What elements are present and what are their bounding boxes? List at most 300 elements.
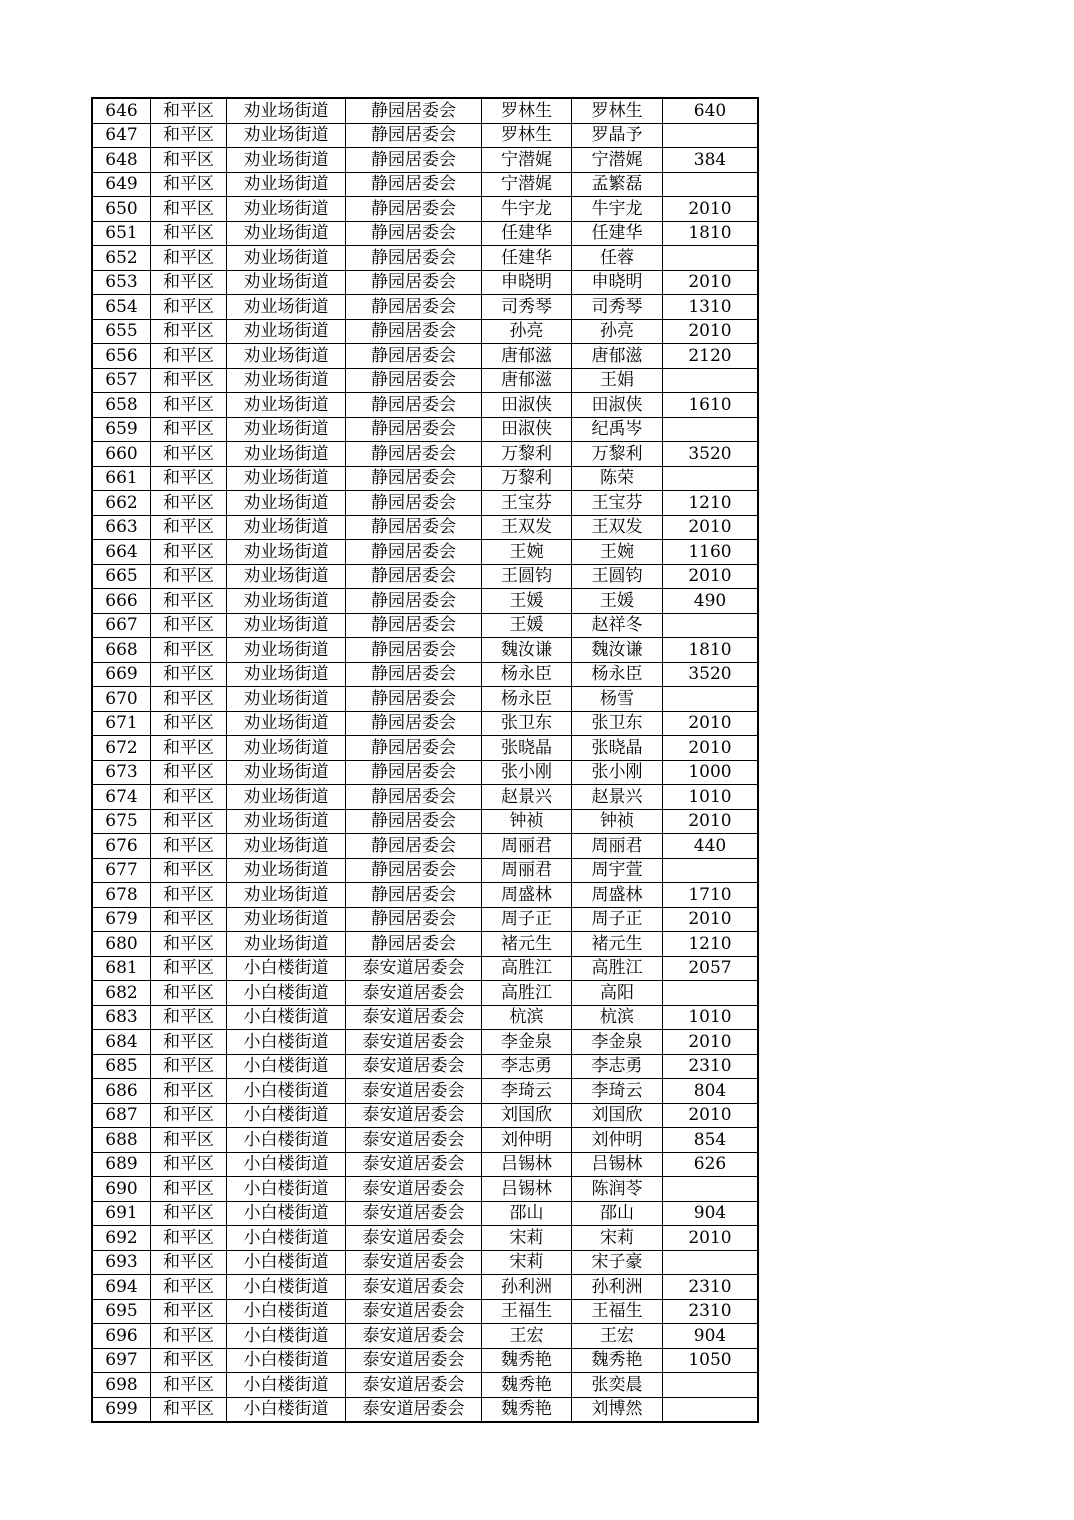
member-name-cell: 刘仲明 [572,1128,663,1153]
household-head-cell: 李琦云 [482,1079,572,1104]
committee-cell: 静园居委会 [346,883,482,908]
member-name-cell: 魏汝谦 [572,638,663,663]
district-cell: 和平区 [151,1348,227,1373]
member-name-cell: 王娟 [572,368,663,393]
table-row [92,368,758,393]
row-number-cell: 676 [92,834,151,859]
amount-cell: 2057 [663,956,759,981]
household-head-cell: 魏汝谦 [482,638,572,663]
row-number-cell: 666 [92,589,151,614]
committee-cell: 静园居委会 [346,221,482,246]
data-table [91,97,759,1423]
member-name-cell: 李琦云 [572,1079,663,1104]
table-row [92,148,758,173]
committee-cell: 静园居委会 [346,319,482,344]
district-cell: 和平区 [151,932,227,957]
household-head-cell: 唐郁滋 [482,368,572,393]
district-cell: 和平区 [151,123,227,148]
amount-cell: 440 [663,834,759,859]
member-name-cell: 张卫东 [572,711,663,736]
amount-cell: 2010 [663,809,759,834]
street-cell: 劝业场街道 [227,344,346,369]
committee-cell: 泰安道居委会 [346,1054,482,1079]
amount-cell [663,368,759,393]
district-cell: 和平区 [151,564,227,589]
committee-cell: 静园居委会 [346,491,482,516]
committee-cell: 静园居委会 [346,246,482,271]
table-row [92,1103,758,1128]
amount-cell: 1210 [663,491,759,516]
street-cell: 劝业场街道 [227,319,346,344]
household-head-cell: 吕锡林 [482,1177,572,1202]
district-cell: 和平区 [151,197,227,222]
member-name-cell: 吕锡林 [572,1152,663,1177]
amount-cell [663,687,759,712]
amount-cell: 2010 [663,907,759,932]
member-name-cell: 周盛林 [572,883,663,908]
street-cell: 劝业场街道 [227,270,346,295]
amount-cell: 854 [663,1128,759,1153]
street-cell: 小白楼街道 [227,1275,346,1300]
district-cell: 和平区 [151,1397,227,1422]
amount-cell [663,1373,759,1398]
street-cell: 劝业场街道 [227,442,346,467]
member-name-cell: 申晓明 [572,270,663,295]
district-cell: 和平区 [151,466,227,491]
table-row [92,785,758,810]
household-head-cell: 王福生 [482,1299,572,1324]
table-row [92,687,758,712]
committee-cell: 泰安道居委会 [346,1324,482,1349]
household-head-cell: 宋莉 [482,1250,572,1275]
household-head-cell: 田淑侠 [482,393,572,418]
committee-cell: 静园居委会 [346,466,482,491]
street-cell: 小白楼街道 [227,956,346,981]
table-row [92,834,758,859]
row-number-cell: 658 [92,393,151,418]
amount-cell: 1010 [663,785,759,810]
committee-cell: 静园居委会 [346,172,482,197]
district-cell: 和平区 [151,221,227,246]
row-number-cell: 683 [92,1005,151,1030]
district-cell: 和平区 [151,858,227,883]
table-row [92,1250,758,1275]
table-row [92,564,758,589]
row-number-cell: 649 [92,172,151,197]
district-cell: 和平区 [151,638,227,663]
row-number-cell: 680 [92,932,151,957]
street-cell: 劝业场街道 [227,932,346,957]
table-row [92,1177,758,1202]
amount-cell: 1210 [663,932,759,957]
street-cell: 小白楼街道 [227,1103,346,1128]
district-cell: 和平区 [151,1299,227,1324]
household-head-cell: 周丽君 [482,834,572,859]
row-number-cell: 647 [92,123,151,148]
street-cell: 小白楼街道 [227,981,346,1006]
household-head-cell: 王宏 [482,1324,572,1349]
household-head-cell: 高胜江 [482,981,572,1006]
amount-cell: 640 [663,98,759,123]
district-cell: 和平区 [151,760,227,785]
street-cell: 小白楼街道 [227,1299,346,1324]
committee-cell: 静园居委会 [346,442,482,467]
amount-cell: 2310 [663,1054,759,1079]
household-head-cell: 张卫东 [482,711,572,736]
amount-cell: 2010 [663,1103,759,1128]
district-cell: 和平区 [151,295,227,320]
row-number-cell: 650 [92,197,151,222]
row-number-cell: 659 [92,417,151,442]
district-cell: 和平区 [151,442,227,467]
committee-cell: 静园居委会 [346,344,482,369]
table-row [92,956,758,981]
street-cell: 劝业场街道 [227,393,346,418]
member-name-cell: 杨永臣 [572,662,663,687]
member-name-cell: 李金泉 [572,1030,663,1055]
committee-cell: 泰安道居委会 [346,1128,482,1153]
household-head-cell: 张小刚 [482,760,572,785]
district-cell: 和平区 [151,809,227,834]
street-cell: 劝业场街道 [227,466,346,491]
row-number-cell: 674 [92,785,151,810]
member-name-cell: 张奕晨 [572,1373,663,1398]
member-name-cell: 王媛 [572,589,663,614]
member-name-cell: 王婉 [572,540,663,565]
amount-cell: 1710 [663,883,759,908]
amount-cell: 2010 [663,270,759,295]
street-cell: 小白楼街道 [227,1226,346,1251]
member-name-cell: 褚元生 [572,932,663,957]
table-row [92,1275,758,1300]
committee-cell: 静园居委会 [346,662,482,687]
street-cell: 小白楼街道 [227,1348,346,1373]
row-number-cell: 679 [92,907,151,932]
member-name-cell: 周子正 [572,907,663,932]
district-cell: 和平区 [151,270,227,295]
committee-cell: 静园居委会 [346,368,482,393]
row-number-cell: 682 [92,981,151,1006]
household-head-cell: 万黎利 [482,466,572,491]
row-number-cell: 686 [92,1079,151,1104]
district-cell: 和平区 [151,1030,227,1055]
row-number-cell: 669 [92,662,151,687]
member-name-cell: 任蓉 [572,246,663,271]
household-head-cell: 罗林生 [482,98,572,123]
amount-cell: 2010 [663,319,759,344]
committee-cell: 静园居委会 [346,148,482,173]
district-cell: 和平区 [151,687,227,712]
district-cell: 和平区 [151,662,227,687]
table-row [92,1005,758,1030]
household-head-cell: 唐郁滋 [482,344,572,369]
row-number-cell: 694 [92,1275,151,1300]
member-name-cell: 杨雪 [572,687,663,712]
row-number-cell: 690 [92,1177,151,1202]
amount-cell: 3520 [663,662,759,687]
household-head-cell: 任建华 [482,246,572,271]
member-name-cell: 孟繁磊 [572,172,663,197]
household-head-cell: 杨永臣 [482,662,572,687]
row-number-cell: 695 [92,1299,151,1324]
street-cell: 劝业场街道 [227,172,346,197]
amount-cell [663,1177,759,1202]
street-cell: 劝业场街道 [227,98,346,123]
row-number-cell: 646 [92,98,151,123]
row-number-cell: 673 [92,760,151,785]
row-number-cell: 672 [92,736,151,761]
member-name-cell: 王圆钧 [572,564,663,589]
household-head-cell: 张晓晶 [482,736,572,761]
amount-cell [663,1250,759,1275]
household-head-cell: 王双发 [482,515,572,540]
row-number-cell: 697 [92,1348,151,1373]
amount-cell: 626 [663,1152,759,1177]
street-cell: 小白楼街道 [227,1128,346,1153]
member-name-cell: 杭滨 [572,1005,663,1030]
committee-cell: 泰安道居委会 [346,1103,482,1128]
table-row [92,515,758,540]
district-cell: 和平区 [151,393,227,418]
member-name-cell: 张晓晶 [572,736,663,761]
district-cell: 和平区 [151,589,227,614]
household-head-cell: 魏秀艳 [482,1373,572,1398]
committee-cell: 静园居委会 [346,834,482,859]
household-head-cell: 刘国欣 [482,1103,572,1128]
row-number-cell: 668 [92,638,151,663]
committee-cell: 静园居委会 [346,540,482,565]
table-row [92,393,758,418]
committee-cell: 静园居委会 [346,98,482,123]
amount-cell: 2010 [663,197,759,222]
street-cell: 劝业场街道 [227,785,346,810]
committee-cell: 静园居委会 [346,270,482,295]
household-head-cell: 褚元生 [482,932,572,957]
committee-cell: 静园居委会 [346,564,482,589]
street-cell: 劝业场街道 [227,417,346,442]
row-number-cell: 687 [92,1103,151,1128]
street-cell: 劝业场街道 [227,221,346,246]
table-row [92,98,758,123]
member-name-cell: 魏秀艳 [572,1348,663,1373]
member-name-cell: 罗林生 [572,98,663,123]
district-cell: 和平区 [151,1079,227,1104]
table-row [92,1128,758,1153]
street-cell: 小白楼街道 [227,1005,346,1030]
street-cell: 劝业场街道 [227,613,346,638]
row-number-cell: 677 [92,858,151,883]
row-number-cell: 693 [92,1250,151,1275]
committee-cell: 泰安道居委会 [346,1397,482,1422]
member-name-cell: 赵祥冬 [572,613,663,638]
district-cell: 和平区 [151,613,227,638]
table-row [92,1348,758,1373]
member-name-cell: 宋莉 [572,1226,663,1251]
table-row [92,221,758,246]
amount-cell [663,172,759,197]
amount-cell: 384 [663,148,759,173]
district-cell: 和平区 [151,981,227,1006]
row-number-cell: 678 [92,883,151,908]
amount-cell: 2010 [663,515,759,540]
row-number-cell: 685 [92,1054,151,1079]
committee-cell: 静园居委会 [346,809,482,834]
committee-cell: 泰安道居委会 [346,1250,482,1275]
amount-cell: 804 [663,1079,759,1104]
table-row [92,736,758,761]
table-row [92,1054,758,1079]
row-number-cell: 654 [92,295,151,320]
committee-cell: 静园居委会 [346,858,482,883]
row-number-cell: 665 [92,564,151,589]
district-cell: 和平区 [151,1201,227,1226]
street-cell: 劝业场街道 [227,736,346,761]
member-name-cell: 刘博然 [572,1397,663,1422]
district-cell: 和平区 [151,785,227,810]
member-name-cell: 纪禹岑 [572,417,663,442]
row-number-cell: 653 [92,270,151,295]
household-head-cell: 李志勇 [482,1054,572,1079]
household-head-cell: 司秀琴 [482,295,572,320]
street-cell: 劝业场街道 [227,515,346,540]
street-cell: 小白楼街道 [227,1324,346,1349]
table-row [92,442,758,467]
table-row [92,1373,758,1398]
row-number-cell: 663 [92,515,151,540]
row-number-cell: 681 [92,956,151,981]
amount-cell [663,858,759,883]
table-row [92,1152,758,1177]
table-row [92,295,758,320]
committee-cell: 静园居委会 [346,515,482,540]
street-cell: 劝业场街道 [227,907,346,932]
committee-cell: 泰安道居委会 [346,1152,482,1177]
street-cell: 劝业场街道 [227,834,346,859]
street-cell: 小白楼街道 [227,1397,346,1422]
member-name-cell: 罗晶予 [572,123,663,148]
committee-cell: 静园居委会 [346,393,482,418]
row-number-cell: 684 [92,1030,151,1055]
amount-cell: 2010 [663,1226,759,1251]
household-head-cell: 田淑侠 [482,417,572,442]
row-number-cell: 670 [92,687,151,712]
member-name-cell: 孙亮 [572,319,663,344]
row-number-cell: 688 [92,1128,151,1153]
member-name-cell: 宁潜娓 [572,148,663,173]
table-row [92,883,758,908]
household-head-cell: 孙亮 [482,319,572,344]
district-cell: 和平区 [151,1005,227,1030]
street-cell: 劝业场街道 [227,246,346,271]
amount-cell: 904 [663,1324,759,1349]
household-head-cell: 赵景兴 [482,785,572,810]
table-row [92,1226,758,1251]
table-row [92,809,758,834]
row-number-cell: 662 [92,491,151,516]
household-head-cell: 王媛 [482,589,572,614]
amount-cell [663,613,759,638]
table-row [92,760,758,785]
district-cell: 和平区 [151,883,227,908]
table-row [92,172,758,197]
street-cell: 小白楼街道 [227,1250,346,1275]
amount-cell: 2010 [663,1030,759,1055]
table-row [92,932,758,957]
table-row [92,1397,758,1422]
district-cell: 和平区 [151,1128,227,1153]
table-row [92,711,758,736]
district-cell: 和平区 [151,834,227,859]
committee-cell: 静园居委会 [346,760,482,785]
table-row [92,613,758,638]
row-number-cell: 648 [92,148,151,173]
committee-cell: 静园居委会 [346,687,482,712]
table-row [92,270,758,295]
committee-cell: 静园居委会 [346,123,482,148]
street-cell: 劝业场街道 [227,295,346,320]
household-head-cell: 万黎利 [482,442,572,467]
member-name-cell: 周丽君 [572,834,663,859]
household-head-cell: 牛宇龙 [482,197,572,222]
row-number-cell: 651 [92,221,151,246]
household-head-cell: 吕锡林 [482,1152,572,1177]
district-cell: 和平区 [151,956,227,981]
amount-cell: 1610 [663,393,759,418]
committee-cell: 泰安道居委会 [346,1177,482,1202]
district-cell: 和平区 [151,368,227,393]
street-cell: 劝业场街道 [227,711,346,736]
household-head-cell: 钟祯 [482,809,572,834]
street-cell: 劝业场街道 [227,589,346,614]
member-name-cell: 王宝芬 [572,491,663,516]
household-head-cell: 高胜江 [482,956,572,981]
committee-cell: 静园居委会 [346,736,482,761]
committee-cell: 静园居委会 [346,197,482,222]
amount-cell: 2010 [663,736,759,761]
district-cell: 和平区 [151,1275,227,1300]
amount-cell [663,246,759,271]
household-head-cell: 宋莉 [482,1226,572,1251]
member-name-cell: 牛宇龙 [572,197,663,222]
row-number-cell: 667 [92,613,151,638]
committee-cell: 泰安道居委会 [346,1299,482,1324]
table-row [92,589,758,614]
committee-cell: 静园居委会 [346,417,482,442]
row-number-cell: 660 [92,442,151,467]
district-cell: 和平区 [151,491,227,516]
household-head-cell: 周盛林 [482,883,572,908]
household-head-cell: 魏秀艳 [482,1348,572,1373]
district-cell: 和平区 [151,515,227,540]
table-row [92,1201,758,1226]
district-cell: 和平区 [151,1226,227,1251]
amount-cell: 1810 [663,638,759,663]
member-name-cell: 司秀琴 [572,295,663,320]
street-cell: 劝业场街道 [227,883,346,908]
committee-cell: 泰安道居委会 [346,1373,482,1398]
amount-cell [663,1397,759,1422]
amount-cell: 2310 [663,1299,759,1324]
household-head-cell: 王圆钧 [482,564,572,589]
row-number-cell: 661 [92,466,151,491]
amount-cell [663,123,759,148]
member-name-cell: 钟祯 [572,809,663,834]
row-number-cell: 655 [92,319,151,344]
household-head-cell: 宁潜娓 [482,172,572,197]
street-cell: 劝业场街道 [227,760,346,785]
committee-cell: 静园居委会 [346,295,482,320]
table-row [92,858,758,883]
